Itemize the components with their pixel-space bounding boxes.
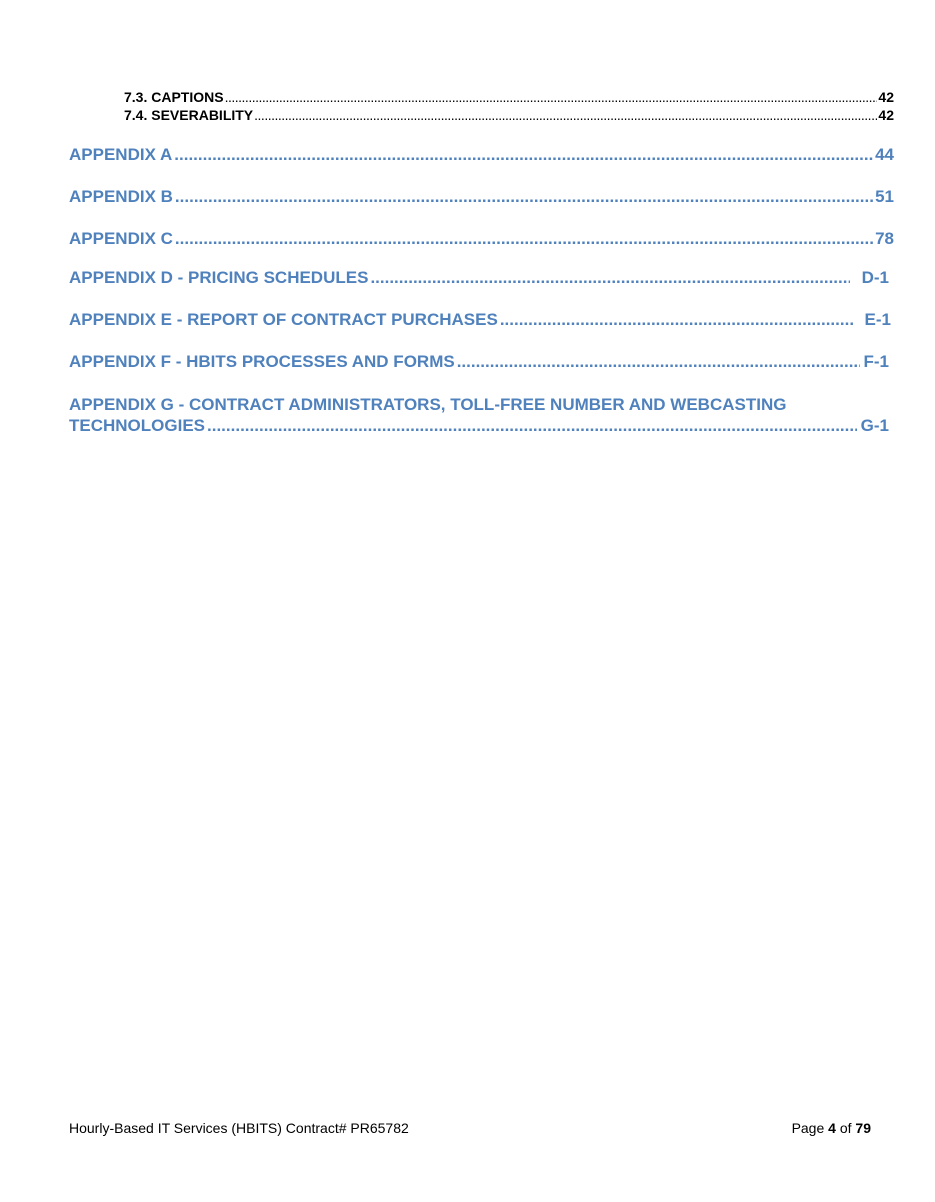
toc-entry-page: F-1 xyxy=(863,352,889,371)
toc-entry-page: 78 xyxy=(875,229,894,248)
page-current: 4 xyxy=(828,1120,836,1136)
toc-entry-label: APPENDIX A xyxy=(69,145,173,164)
toc-entry-page: 42 xyxy=(878,107,894,123)
toc-entry-page: G-1 xyxy=(860,416,889,435)
toc-entry-label: 7.4. SEVERABILITY xyxy=(124,107,254,123)
dot-leader xyxy=(500,310,855,330)
toc-entry-appendix-g[interactable] xyxy=(69,416,889,438)
toc-entry-page: E-1 xyxy=(864,310,891,329)
toc-entry-page: 51 xyxy=(875,187,894,206)
toc-entry-page: 44 xyxy=(875,145,894,164)
toc-entry-label: APPENDIX E - REPORT OF CONTRACT PURCHASES xyxy=(69,310,498,329)
toc-entry-label: APPENDIX D - PRICING SCHEDULES xyxy=(69,268,369,287)
toc-entry-appendix-f[interactable] xyxy=(69,352,889,374)
dot-leader xyxy=(175,229,873,249)
toc-entry-label: APPENDIX F - HBITS PROCESSES AND FORMS xyxy=(69,352,455,371)
dot-leader xyxy=(225,89,878,105)
dot-leader xyxy=(175,187,873,207)
toc-entry-appendix-a[interactable] xyxy=(69,145,894,167)
toc-entry-label: APPENDIX B xyxy=(69,187,173,206)
dot-leader xyxy=(207,416,857,436)
toc-entry-label: TECHNOLOGIES xyxy=(69,416,206,435)
toc-entry-label: APPENDIX C xyxy=(69,229,173,248)
page-of: of xyxy=(839,1120,852,1136)
toc-entry-appendix-d[interactable] xyxy=(69,268,889,290)
toc-entry-appendix-e[interactable] xyxy=(69,310,891,332)
toc-entry-severability[interactable] xyxy=(124,107,894,125)
toc-entry-appendix-c[interactable] xyxy=(69,229,894,251)
dot-leader xyxy=(457,352,860,372)
toc-entry-appendix-g-line1[interactable]: APPENDIX G - CONTRACT ADMINISTRATORS, TOLL-FREE NUMBER AND WEBCASTING xyxy=(69,395,787,414)
toc-entry-page: 42 xyxy=(878,89,894,105)
toc-entry-label: 7.3. CAPTIONS xyxy=(124,89,224,105)
page-prefix: Page xyxy=(791,1120,825,1136)
footer-contract-title: Hourly-Based IT Services (HBITS) Contract# PR65782 xyxy=(69,1120,409,1136)
toc-entry-captions[interactable] xyxy=(124,89,894,107)
dot-leader xyxy=(254,107,877,123)
page-total: 79 xyxy=(855,1120,871,1136)
dot-leader xyxy=(174,145,873,165)
toc-entry-appendix-b[interactable] xyxy=(69,187,894,209)
dot-leader xyxy=(370,268,849,288)
footer-page-number xyxy=(792,1120,871,1136)
toc-entry-page: D-1 xyxy=(861,268,889,287)
